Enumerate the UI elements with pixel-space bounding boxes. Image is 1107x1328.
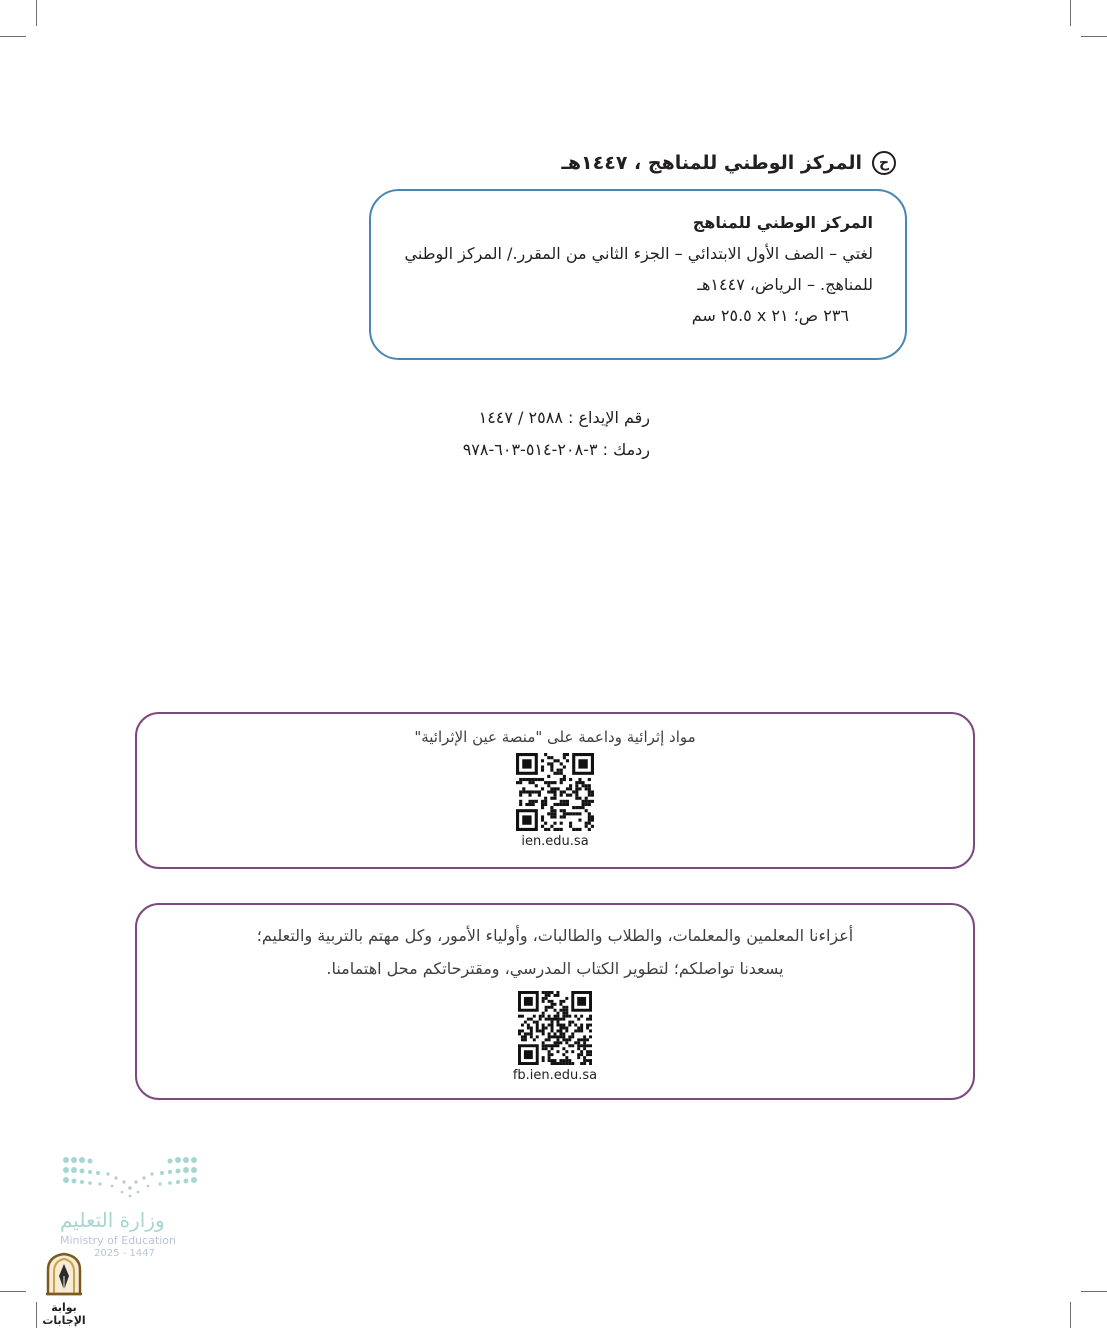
- answers-portal-logo: [28, 1252, 100, 1327]
- ministry-year: 2025 - 1447: [94, 1248, 155, 1259]
- portal-arch-icon: [44, 1252, 84, 1296]
- enrichment-heading: مواد إثرائية وداعمة على "منصة عين الإثرائية": [414, 728, 696, 746]
- legal-info: [390, 402, 650, 466]
- crop-mark-top-left-h: [0, 36, 26, 37]
- crop-mark-bottom-left-h: [0, 1291, 26, 1292]
- enrichment-qr-code-icon[interactable]: [516, 753, 594, 831]
- deposit-number: رقم الإيداع : ٢٥٨٨ / ١٤٤٧: [478, 408, 650, 427]
- feedback-qr-box: [135, 903, 975, 1100]
- feedback-line-2: يسعدنا تواصلكم؛ لتطوير الكتاب المدرسي، ومقترحاتكم محل اهتمامنا.: [326, 959, 784, 978]
- crop-mark-top-right-h: [1081, 36, 1107, 37]
- crop-mark-bottom-right-v: [1070, 1302, 1071, 1328]
- feedback-url[interactable]: fb.ien.edu.sa: [512, 1068, 598, 1083]
- copyright-symbol-icon: ح: [872, 151, 896, 175]
- feedback-qr-code-icon[interactable]: [518, 991, 592, 1065]
- isbn-number: ردمك : ٣-٢٠٨-٥١٤-٦٠٣-٩٧٨: [462, 440, 650, 459]
- crop-mark-top-left-v: [36, 0, 37, 26]
- catalog-line-2: للمناهج. – الرياض، ١٤٤٧هـ: [697, 275, 873, 294]
- ministry-name-ar: وزارة التعليم: [60, 1208, 165, 1232]
- feedback-line-1: أعزاءنا المعلمين والمعلمات، والطلاب والطالبات، وأولياء الأمور، وكل مهتم بالتربية والتعليم؛: [256, 926, 854, 945]
- enrichment-url[interactable]: ien.edu.sa: [521, 834, 589, 849]
- ministry-name-en: Ministry of Education: [60, 1234, 177, 1247]
- ministry-dots-icon: [60, 1152, 200, 1200]
- copyright-text: المركز الوطني للمناهج ، ١٤٤٧هـ: [561, 152, 862, 174]
- crop-mark-bottom-right-h: [1081, 1291, 1107, 1292]
- ministry-logo: [60, 1152, 200, 1260]
- catalog-line-3: ٢٣٦ ص؛ ٢١ x ٢٥.٥ سم: [691, 306, 849, 325]
- catalog-line-1: لغتي – الصف الأول الابتدائي – الجزء الثاني من المقرر./ المركز الوطني: [404, 244, 873, 263]
- portal-name: بوابة الإجابات: [42, 1301, 86, 1327]
- enrichment-qr-box: [135, 712, 975, 869]
- crop-mark-top-right-v: [1070, 0, 1071, 26]
- catalog-title: المركز الوطني للمناهج: [692, 213, 873, 232]
- copyright-line: [560, 146, 896, 180]
- cataloging-record-box: [369, 189, 907, 360]
